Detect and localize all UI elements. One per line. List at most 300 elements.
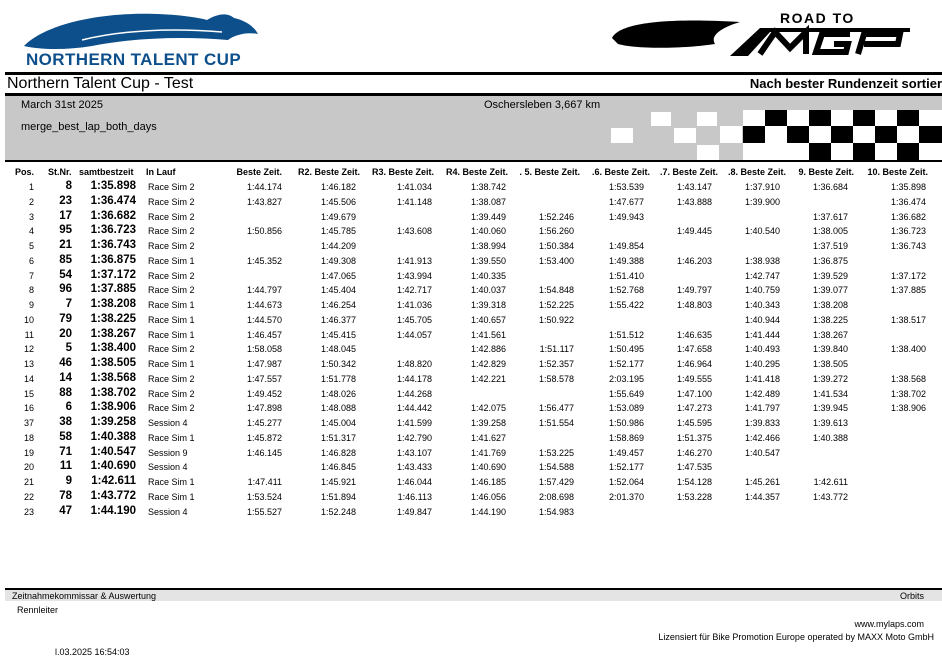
- cell-r7: 1:48.803: [676, 300, 712, 310]
- cell-start-number: 54: [59, 268, 72, 281]
- table-row: [0, 224, 942, 238]
- cell-r3: 1:46.113: [397, 491, 432, 502]
- cell-r4: 1:39.318: [470, 300, 506, 310]
- cell-r9: 1:39.945: [812, 403, 848, 414]
- cell-pos: 22: [23, 491, 34, 502]
- cell-r1: 1:53.524: [246, 491, 282, 502]
- cell-start-number: 79: [59, 312, 72, 325]
- cell-r4: 1:46.056: [470, 491, 506, 502]
- cell-r3: 1:49.847: [396, 506, 432, 517]
- footer-timestamp: l.03.2025 16:54:03: [55, 647, 130, 657]
- table-row: [0, 357, 942, 371]
- cell-best-total: 1:40.690: [90, 460, 136, 473]
- cell-r9: 1:43.772: [812, 491, 848, 502]
- cell-r1: 1:45.352: [246, 255, 282, 266]
- cell-r2: 1:45.404: [320, 285, 356, 296]
- cell-r9: 1:42.611: [813, 477, 848, 487]
- table-row: [0, 283, 942, 297]
- cell-r5: 2:08.698: [538, 491, 574, 502]
- cell-r8: 1:41.444: [744, 329, 780, 340]
- cell-r1: 1:45.277: [246, 418, 282, 428]
- col-r6: .6. Beste Zeit.: [591, 167, 650, 177]
- cell-r3: 1:43.608: [396, 226, 432, 237]
- cell-r6: 1:58.869: [608, 432, 644, 443]
- footer-license: Lizensiert für Bike Promotion Europe operated by MAXX Moto GmbH: [658, 632, 934, 642]
- cell-best-total: 1:38.906: [90, 401, 136, 414]
- cell-best-total: 1:44.190: [90, 504, 136, 517]
- cell-r10: 1:36.723: [890, 226, 926, 237]
- cell-r8: 1:42.489: [744, 388, 780, 399]
- cell-r4: 1:46.185: [470, 477, 506, 487]
- cell-r6: 1:49.388: [608, 255, 644, 266]
- cell-r5: 1:54.588: [538, 462, 574, 473]
- cell-r4: 1:40.690: [470, 462, 506, 473]
- cell-r2: 1:46.182: [320, 182, 356, 192]
- cell-r6: 1:51.410: [608, 270, 644, 281]
- cell-pos: 10: [23, 314, 34, 325]
- cell-pos: 12: [23, 344, 34, 355]
- cell-r9: 1:41.534: [812, 388, 848, 399]
- cell-start-number: 11: [59, 460, 72, 473]
- cell-start-number: 21: [59, 239, 72, 251]
- table-row: [0, 460, 942, 474]
- cell-r7: 1:43.888: [676, 196, 712, 207]
- cell-r6: 1:50.986: [608, 418, 644, 428]
- cell-r9: 1:39.077: [812, 285, 848, 296]
- cell-r5: 1:52.246: [538, 211, 574, 222]
- cell-pos: 37: [23, 418, 34, 428]
- cell-r3: 1:41.148: [396, 196, 432, 207]
- cell-r4: 1:38.742: [470, 182, 506, 192]
- cell-in-lauf: Race Sim 2: [148, 196, 195, 207]
- footer-orbits: Orbits: [899, 591, 924, 601]
- checkered-flag-icon: [605, 110, 942, 160]
- cell-r8: 1:40.493: [744, 344, 780, 355]
- cell-r4: 1:40.060: [470, 226, 506, 237]
- cell-r10: 1:35.898: [890, 182, 926, 192]
- cell-start-number: 17: [59, 209, 72, 222]
- cell-pos: 5: [28, 241, 34, 251]
- cell-pos: 15: [23, 388, 34, 399]
- cell-r3: 1:43.433: [396, 462, 432, 473]
- road-to-mgp-logo: [610, 8, 920, 64]
- table-row: [0, 298, 942, 312]
- cell-r8: 1:40.540: [744, 226, 780, 237]
- cell-r7: 1:46.964: [676, 359, 712, 369]
- cell-r2: 1:46.377: [320, 314, 356, 325]
- cell-best-total: 1:38.208: [90, 298, 136, 310]
- cell-r4: 1:41.769: [470, 447, 506, 458]
- cell-in-lauf: Race Sim 1: [148, 477, 195, 487]
- cell-r8: 1:40.343: [744, 300, 780, 310]
- cell-pos: 7: [28, 270, 34, 281]
- cell-in-lauf: Race Sim 2: [148, 344, 195, 355]
- cell-start-number: 6: [65, 401, 72, 414]
- cell-r7: 1:47.535: [676, 462, 712, 473]
- cell-r8: 1:39.900: [744, 196, 780, 207]
- cell-r3: 1:48.820: [396, 359, 432, 369]
- cell-r2: 1:51.894: [320, 491, 356, 502]
- cell-start-number: 88: [59, 386, 72, 399]
- cell-in-lauf: Race Sim 1: [148, 359, 195, 369]
- cell-r7: 1:45.595: [676, 418, 712, 428]
- cell-r9: 1:38.005: [812, 226, 848, 237]
- cell-pos: 6: [28, 255, 34, 266]
- cell-r6: 2:01.370: [608, 491, 644, 502]
- table-row: [0, 342, 942, 356]
- col-best-total: samtbestzeit: [79, 167, 134, 177]
- cell-best-total: 1:42.611: [91, 475, 136, 487]
- cell-r4: 1:42.221: [470, 373, 506, 384]
- col-start-number: St.Nr.: [48, 167, 72, 177]
- cell-r6: 1:52.177: [608, 359, 644, 369]
- cell-r1: 1:55.527: [246, 506, 282, 517]
- cell-r4: 1:39.550: [470, 255, 506, 266]
- cell-r3: 1:43.994: [396, 270, 432, 281]
- cell-r1: 1:50.856: [246, 226, 282, 237]
- cell-r9: 1:39.272: [812, 373, 848, 384]
- cell-r1: 1:44.174: [246, 182, 282, 192]
- cell-r1: 1:47.987: [246, 359, 282, 369]
- cell-r1: 1:44.797: [246, 285, 282, 296]
- cell-in-lauf: Race Sim 1: [148, 300, 195, 310]
- cell-start-number: 38: [59, 416, 72, 428]
- cell-in-lauf: Race Sim 1: [148, 491, 195, 502]
- cell-best-total: 1:43.772: [90, 489, 136, 502]
- cell-r4: 1:39.449: [470, 211, 506, 222]
- cell-r6: 1:50.495: [608, 344, 644, 355]
- cell-r8: 1:41.797: [744, 403, 780, 414]
- cell-r5: 1:51.554: [538, 418, 574, 428]
- cell-r6: 1:52.177: [608, 462, 644, 473]
- cell-r1: 1:47.411: [247, 477, 282, 487]
- cell-r3: 1:44.178: [396, 373, 432, 384]
- table-row: [0, 431, 942, 445]
- cell-in-lauf: Race Sim 2: [148, 403, 195, 414]
- cell-r9: 1:39.840: [812, 344, 848, 355]
- cell-r7: 1:49.445: [676, 226, 712, 237]
- cell-r3: 1:41.599: [396, 418, 432, 428]
- cell-r1: 1:58.058: [246, 344, 282, 355]
- title-row: [5, 75, 942, 93]
- cell-pos: 14: [23, 373, 34, 384]
- cell-start-number: 20: [59, 327, 72, 340]
- cell-pos: 21: [23, 477, 34, 487]
- cell-r5: 1:58.578: [538, 373, 574, 384]
- cell-r7: 1:46.270: [676, 447, 712, 458]
- footer-race-director: Rennleiter: [17, 605, 59, 615]
- cell-r8: 1:42.747: [744, 270, 780, 281]
- cell-pos: 13: [23, 359, 34, 369]
- cell-r7: 1:49.797: [676, 285, 712, 296]
- cell-start-number: 7: [65, 298, 72, 310]
- northern-talent-cup-logo: [22, 10, 262, 68]
- cell-r3: 1:41.913: [396, 255, 432, 266]
- cell-r6: 1:53.089: [608, 403, 644, 414]
- cell-start-number: 46: [59, 357, 72, 369]
- cell-best-total: 1:40.547: [90, 445, 136, 458]
- cell-best-total: 1:37.885: [90, 283, 136, 296]
- cell-r4: 1:40.657: [470, 314, 506, 325]
- cell-start-number: 58: [59, 430, 72, 443]
- cell-r6: 1:52.768: [608, 285, 644, 296]
- cell-best-total: 1:38.702: [90, 386, 136, 399]
- cell-r4: 1:38.087: [470, 196, 506, 207]
- cell-start-number: 71: [59, 445, 72, 458]
- cell-r10: 1:36.682: [890, 211, 926, 222]
- cell-r10: 1:36.474: [890, 196, 926, 207]
- cell-r10: 1:38.568: [890, 373, 926, 384]
- cell-r10: 1:38.906: [890, 403, 926, 414]
- cell-r8: 1:39.833: [744, 418, 780, 428]
- cell-r8: 1:40.759: [744, 285, 780, 296]
- cell-r9: 1:38.225: [812, 314, 848, 325]
- cell-r7: 1:54.128: [676, 477, 712, 487]
- cell-r6: 2:03.195: [608, 373, 644, 384]
- cell-in-lauf: Race Sim 2: [148, 270, 195, 281]
- cell-r9: 1:36.684: [812, 182, 848, 192]
- cell-r2: 1:46.828: [320, 447, 356, 458]
- cell-r2: 1:49.308: [320, 255, 356, 266]
- cell-pos: 2: [28, 196, 34, 207]
- cell-r4: 1:42.829: [470, 359, 506, 369]
- cell-best-total: 1:40.388: [90, 430, 136, 443]
- col-r8: .8. Beste Zeit.: [727, 167, 786, 177]
- cell-r1: 1:47.557: [246, 373, 282, 384]
- cell-in-lauf: Race Sim 2: [148, 285, 195, 296]
- cell-r9: 1:40.388: [812, 432, 848, 443]
- cell-r4: 1:40.037: [470, 285, 506, 296]
- cell-r3: 1:43.107: [396, 447, 432, 458]
- cell-best-total: 1:38.400: [90, 342, 136, 355]
- cell-r1: 1:46.457: [246, 329, 282, 340]
- cell-r10: 1:37.885: [890, 285, 926, 296]
- cell-r5: 1:52.225: [538, 300, 574, 310]
- event-date: March 31st 2025: [21, 99, 103, 111]
- table-row: [0, 254, 942, 268]
- table-row: [0, 475, 942, 489]
- footer-url: www.mylaps.com: [854, 619, 924, 629]
- cell-pos: 16: [23, 403, 34, 414]
- cell-r8: 1:37.910: [744, 182, 780, 192]
- cell-r3: 1:45.705: [396, 314, 432, 325]
- cell-start-number: 78: [59, 489, 72, 502]
- cell-r8: 1:40.944: [744, 314, 780, 325]
- cell-best-total: 1:36.743: [90, 239, 136, 251]
- cell-pos: 1: [28, 182, 34, 192]
- cell-r2: 1:47.065: [320, 270, 356, 281]
- table-row: [0, 313, 942, 327]
- cell-r7: 1:47.273: [676, 403, 712, 414]
- cell-pos: 19: [23, 447, 34, 458]
- cell-r3: 1:41.036: [396, 300, 432, 310]
- cell-pos: 4: [28, 226, 34, 237]
- table-row: [0, 446, 942, 460]
- cell-r6: 1:55.649: [608, 388, 644, 399]
- cell-r2: 1:51.778: [320, 373, 356, 384]
- cell-start-number: 85: [59, 253, 72, 266]
- cell-in-lauf: Session 4: [148, 418, 188, 428]
- brand-left-text: NORTHERN TALENT CUP: [26, 50, 242, 69]
- table-row: [0, 505, 942, 519]
- col-r5: . 5. Beste Zeit.: [519, 167, 580, 177]
- cell-r2: 1:48.026: [320, 388, 356, 399]
- info-panel: [5, 96, 942, 160]
- cell-r5: 1:50.384: [538, 241, 574, 251]
- page-title: Northern Talent Cup - Test: [7, 75, 194, 92]
- cell-in-lauf: Race Sim 1: [148, 329, 195, 340]
- cell-r3: 1:41.034: [396, 182, 432, 192]
- cell-in-lauf: Session 4: [148, 506, 188, 517]
- brand-right-top-text: ROAD TO: [780, 10, 855, 26]
- cell-r2: 1:50.342: [320, 359, 356, 369]
- cell-r9: 1:39.613: [812, 418, 848, 428]
- cell-r2: 1:49.679: [320, 211, 356, 222]
- cell-r4: 1:42.075: [470, 403, 506, 414]
- cell-r9: 1:38.505: [812, 359, 848, 369]
- cell-r7: 1:51.375: [676, 432, 712, 443]
- cell-r1: 1:46.145: [246, 447, 282, 458]
- cell-r9: 1:37.617: [812, 211, 848, 222]
- cell-r9: 1:36.875: [812, 255, 848, 266]
- cell-pos: 9: [28, 300, 34, 310]
- cell-r4: 1:40.335: [470, 270, 506, 281]
- table-row: [0, 180, 942, 194]
- cell-r1: 1:44.570: [246, 314, 282, 325]
- cell-r9: 1:38.208: [812, 300, 848, 310]
- cell-r6: 1:47.677: [608, 196, 644, 207]
- col-in-lauf: In Lauf: [146, 167, 176, 177]
- table-row: [0, 490, 942, 504]
- cell-start-number: 23: [59, 194, 72, 207]
- cell-r1: 1:43.827: [246, 196, 282, 207]
- cell-r2: 1:45.415: [320, 329, 356, 340]
- cell-r5: 1:53.225: [538, 447, 574, 458]
- cell-in-lauf: Race Sim 2: [148, 388, 195, 399]
- merge-mode: merge_best_lap_both_days: [21, 121, 157, 133]
- cell-r7: 1:46.635: [676, 329, 712, 340]
- cell-r6: 1:49.854: [608, 241, 644, 251]
- table-row: [0, 387, 942, 401]
- cell-start-number: 9: [65, 475, 72, 487]
- cell-r3: 1:42.717: [396, 285, 432, 296]
- cell-r7: 1:43.147: [676, 182, 712, 192]
- cell-r8: 1:41.418: [744, 373, 780, 384]
- cell-r2: 1:45.506: [320, 196, 356, 207]
- cell-r2: 1:48.045: [320, 344, 356, 355]
- col-r4: R4. Beste Zeit.: [445, 167, 508, 177]
- cell-r8: 1:40.295: [744, 359, 780, 369]
- motorcycle-silhouette-icon: [22, 10, 262, 52]
- cell-r3: 1:44.057: [396, 329, 432, 340]
- cell-r5: 1:54.983: [538, 506, 574, 517]
- cell-in-lauf: Race Sim 1: [148, 255, 195, 266]
- cell-r5: 1:50.922: [538, 314, 574, 325]
- cell-in-lauf: Session 4: [148, 462, 188, 473]
- cell-in-lauf: Race Sim 2: [148, 241, 195, 251]
- cell-best-total: 1:36.682: [90, 209, 136, 222]
- cell-r6: 1:49.457: [608, 447, 644, 458]
- cell-r4: 1:42.886: [470, 344, 506, 355]
- cell-r5: 1:53.400: [538, 255, 574, 266]
- cell-r5: 1:57.429: [538, 477, 574, 487]
- table-row: [0, 269, 942, 283]
- cell-r5: 1:56.477: [538, 403, 574, 414]
- table-row: [0, 210, 942, 224]
- col-r9: 9. Beste Zeit.: [798, 167, 854, 177]
- cell-r8: 1:45.261: [744, 477, 780, 487]
- cell-in-lauf: Race Sim 2: [148, 373, 195, 384]
- cell-pos: 3: [28, 211, 34, 222]
- cell-best-total: 1:38.568: [90, 371, 136, 384]
- track-name: Oschersleben 3,667 km: [484, 99, 601, 111]
- cell-r6: 1:49.943: [608, 211, 644, 222]
- cell-r10: 1:38.400: [890, 344, 926, 355]
- cell-pos: 20: [23, 462, 34, 473]
- cell-r10: 1:38.702: [890, 388, 926, 399]
- cell-r2: 1:45.004: [320, 418, 356, 428]
- cell-r7: 1:49.555: [676, 373, 712, 384]
- cell-pos: 11: [24, 329, 34, 340]
- cell-start-number: 47: [59, 504, 72, 517]
- cell-r4: 1:44.190: [470, 506, 506, 517]
- cell-r2: 1:46.845: [320, 462, 356, 473]
- cell-r3: 1:44.442: [396, 403, 432, 414]
- cell-r1: 1:47.898: [246, 403, 282, 414]
- mgp-swoosh-icon: [610, 8, 920, 64]
- cell-r7: 1:46.203: [676, 255, 712, 266]
- table-row: [0, 328, 942, 342]
- cell-r2: 1:48.088: [320, 403, 356, 414]
- cell-in-lauf: Race Sim 1: [148, 314, 195, 325]
- cell-r2: 1:45.785: [320, 226, 356, 237]
- cell-best-total: 1:38.225: [90, 312, 136, 325]
- cell-r3: 1:42.790: [396, 432, 432, 443]
- cell-r3: 1:46.044: [396, 477, 432, 487]
- cell-r10: 1:37.172: [890, 270, 926, 281]
- cell-r6: 1:51.512: [608, 329, 644, 340]
- cell-r8: 1:38.938: [744, 255, 780, 266]
- cell-pos: 8: [28, 285, 34, 296]
- cell-in-lauf: Race Sim 2: [148, 182, 195, 192]
- cell-start-number: 96: [59, 283, 72, 296]
- cell-r6: 1:55.422: [608, 300, 644, 310]
- col-r10: 10. Beste Zeit.: [867, 167, 928, 177]
- cell-pos: 18: [23, 432, 34, 443]
- cell-start-number: 95: [59, 224, 72, 237]
- cell-best-total: 1:35.898: [90, 180, 136, 192]
- info-rule: [5, 160, 942, 162]
- col-r3: R3. Beste Zeit.: [371, 167, 434, 177]
- cell-r8: 1:42.466: [744, 432, 780, 443]
- cell-in-lauf: Race Sim 1: [148, 432, 195, 443]
- cell-best-total: 1:36.723: [90, 224, 136, 237]
- col-r2: R2. Beste Zeit.: [297, 167, 360, 177]
- cell-r7: 1:47.658: [676, 344, 712, 355]
- cell-r1: 1:44.673: [246, 300, 282, 310]
- cell-best-total: 1:39.258: [90, 416, 136, 428]
- cell-r10: 1:36.743: [890, 241, 926, 251]
- cell-r4: 1:41.561: [470, 329, 506, 340]
- cell-r1: 1:49.452: [246, 388, 282, 399]
- cell-start-number: 8: [65, 180, 72, 192]
- cell-r8: 1:44.357: [744, 491, 780, 502]
- cell-best-total: 1:38.505: [90, 357, 136, 369]
- cell-r4: 1:41.627: [470, 432, 506, 443]
- cell-best-total: 1:36.474: [90, 194, 136, 207]
- cell-r2: 1:51.317: [320, 432, 356, 443]
- footer-timekeeper: Zeitnahmekommissar & Auswertung: [12, 591, 157, 601]
